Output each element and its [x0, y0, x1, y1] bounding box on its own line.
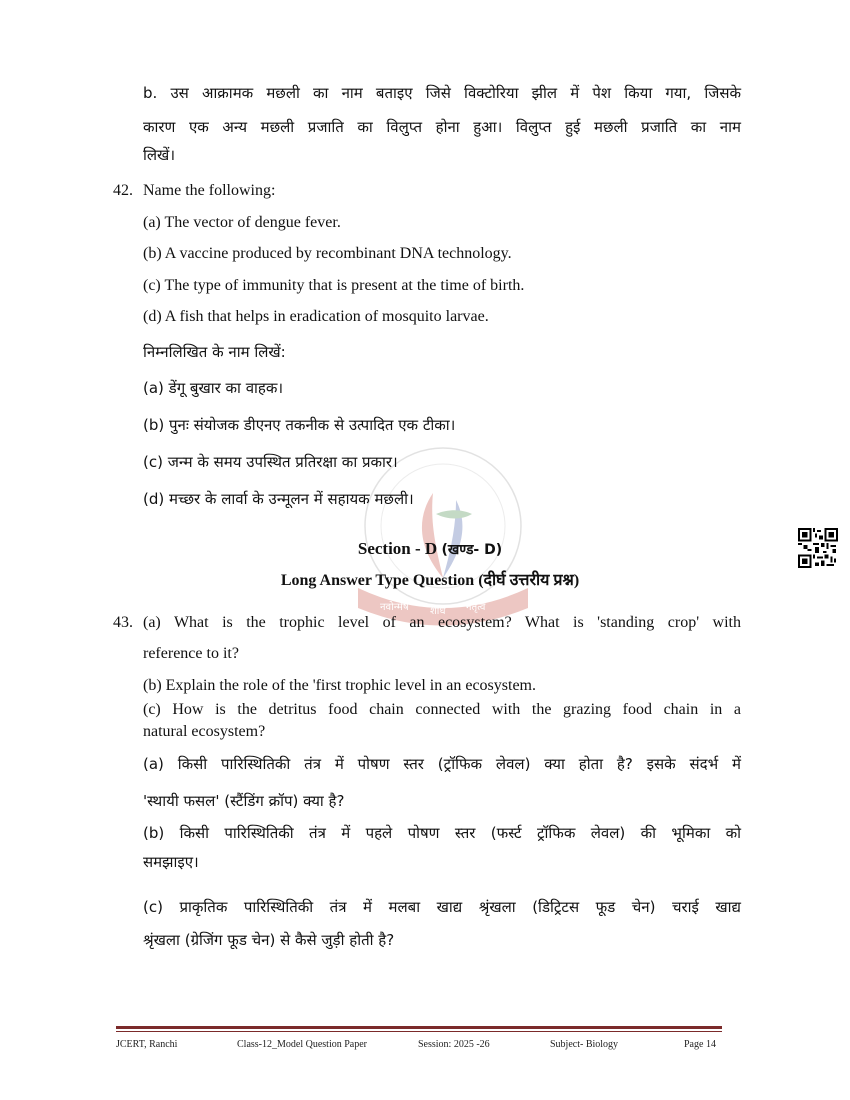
q43-a-hi-line-1: (a) किसी पारिस्थितिकी तंत्र में पोषण स्तर (ट्रॉफिक लेवल) क्या होता है? इसके संदर्भ में	[143, 755, 741, 773]
footer-paper: Class-12_Model Question Paper	[237, 1039, 367, 1050]
q42-item-en-b: (b) A vaccine produced by recombinant DNA technology.	[143, 245, 512, 262]
q43-c-en-line-2: natural ecosystem?	[143, 723, 266, 740]
q43-c-en-line-1: (c) How is the detritus food chain connected with the grazing food chain in a	[143, 701, 741, 718]
q43-c-hi-line-1: (c) प्राकृतिक पारिस्थितिकी तंत्र में मलबा खाद्य श्रृंखला (डिट्रिटस फूड चेन) चराई खाद्य	[143, 898, 741, 916]
footer-page-number: Page 14	[684, 1039, 716, 1050]
q42-item-hi-a: (a) डेंगू बुखार का वाहक।	[143, 379, 284, 397]
footer-rule-thick	[116, 1026, 722, 1029]
watermark-word-2: शोध	[430, 606, 446, 617]
section-subtitle: Long Answer Type Question (दीर्घ उत्तरीय प्रश्न)	[280, 572, 580, 589]
q43-number: 43.	[113, 614, 133, 631]
section-title-hi: (खण्ड- D)	[441, 542, 503, 558]
q41b-line-1: b. उस आक्रामक मछली का नाम बताइए जिसे विक्टोरिया झील में पेश किया गया, जिसके	[143, 84, 741, 102]
q42-stem-hi: निम्नलिखित के नाम लिखें:	[143, 343, 286, 361]
q41b-line-2: कारण एक अन्य मछली प्रजाति का विलुप्त होना हुआ। विलुप्त हुई मछली प्रजाति का नाम	[143, 118, 741, 136]
q42-number: 42.	[113, 182, 133, 199]
section-title-en: Section - D	[357, 539, 438, 558]
q43-b-en: (b) Explain the role of the 'first trophic level in an ecosystem.	[143, 677, 536, 694]
q43-b-hi-line-1: (b) किसी पारिस्थितिकी तंत्र में पहले पोषण स्तर (फर्स्ट ट्रॉफिक लेवल) की भूमिका को	[143, 824, 741, 842]
q42-item-hi-c: (c) जन्म के समय उपस्थित प्रतिरक्षा का प्रकार।	[143, 453, 398, 471]
q42-item-hi-d: (d) मच्छर के लार्वा के उन्मूलन में सहायक मछली।	[143, 490, 414, 508]
q42-item-hi-b: (b) पुनः संयोजक डीएनए तकनीक से उत्पादित एक टीका।	[143, 416, 456, 434]
footer-org: JCERT, Ranchi	[116, 1039, 178, 1050]
q43-a-en-line-1: (a) What is the trophic level of an ecosystem? What is 'standing crop' with	[143, 614, 741, 631]
q41b-line-3: लिखें।	[143, 146, 176, 164]
footer-subject: Subject- Biology	[550, 1039, 619, 1050]
q43-a-hi-line-2: 'स्थायी फसल' (स्टैंडिंग क्रॉप) क्या है?	[143, 792, 345, 810]
q42-item-en-a: (a) The vector of dengue fever.	[143, 214, 341, 231]
q43-a-en-line-2: reference to it?	[143, 645, 239, 662]
q43-c-hi-line-2: श्रृंखला (ग्रेजिंग फूड चेन) से कैसे जुड़ी होती है?	[143, 931, 395, 949]
q43-b-hi-line-2: समझाइए।	[143, 853, 199, 871]
q42-stem-en: Name the following:	[143, 182, 276, 199]
qr-code-icon	[798, 528, 838, 568]
watermark-word-1: नवोन्मेष	[380, 602, 409, 613]
q42-item-en-c: (c) The type of immunity that is present at the time of birth.	[143, 277, 525, 294]
section-heading	[200, 538, 660, 561]
q42-item-en-d: (d) A fish that helps in eradication of mosquito larvae.	[143, 308, 489, 325]
footer-session: Session: 2025 -26	[418, 1039, 490, 1050]
watermark-word-3: नेतृत्व	[466, 602, 486, 613]
footer-rule-thin	[116, 1031, 722, 1032]
